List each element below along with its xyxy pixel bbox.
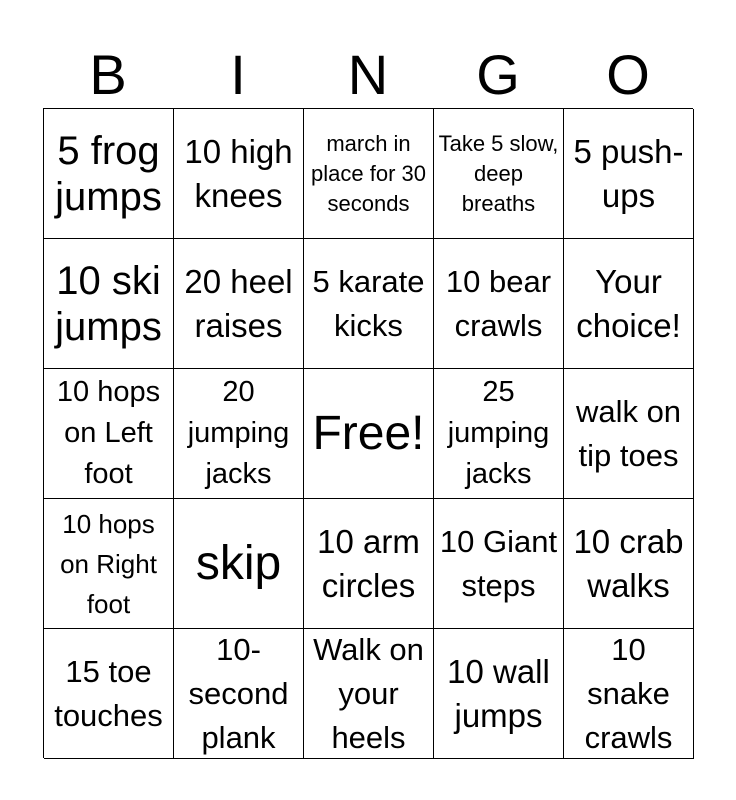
bingo-cell[interactable]: Walk on your heels <box>304 629 434 759</box>
bingo-cell[interactable]: 5 karate kicks <box>304 239 434 369</box>
bingo-cell[interactable]: 10 high knees <box>174 109 304 239</box>
bingo-cell[interactable]: 20 heel raises <box>174 239 304 369</box>
header-letter-g: G <box>476 43 520 106</box>
bingo-cell[interactable]: 10 Giant steps <box>434 499 564 629</box>
bingo-cell[interactable]: 25 jumping jacks <box>434 369 564 499</box>
bingo-cell[interactable]: 10 hops on Left foot <box>44 369 174 499</box>
bingo-cell[interactable]: march in place for 30 seconds <box>304 109 434 239</box>
bingo-grid <box>43 108 693 758</box>
header-letter-i: I <box>230 43 246 106</box>
bingo-cell[interactable]: Take 5 slow, deep breaths <box>434 109 564 239</box>
bingo-cell[interactable]: skip <box>174 499 304 629</box>
bingo-cell[interactable]: Your choice! <box>564 239 694 369</box>
bingo-cell[interactable]: 10 bear crawls <box>434 239 564 369</box>
header-letter-n: N <box>347 43 389 106</box>
bingo-cell[interactable]: 10 wall jumps <box>434 629 564 759</box>
bingo-cell[interactable]: 10 snake crawls <box>564 629 694 759</box>
bingo-cell[interactable]: 10 crab walks <box>564 499 694 629</box>
bingo-cell[interactable]: walk on tip toes <box>564 369 694 499</box>
bingo-cell[interactable]: 10 ski jumps <box>44 239 174 369</box>
header-letter-o: O <box>606 43 650 106</box>
bingo-cell[interactable]: 10 hops on Right foot <box>44 499 174 629</box>
bingo-header <box>43 44 693 106</box>
bingo-cell[interactable]: 5 frog jumps <box>44 109 174 239</box>
bingo-cell[interactable]: 10 arm circles <box>304 499 434 629</box>
bingo-cell-free[interactable]: Free! <box>304 369 434 499</box>
bingo-cell[interactable]: 15 toe touches <box>44 629 174 759</box>
bingo-cell[interactable]: 20 jumping jacks <box>174 369 304 499</box>
bingo-cell[interactable]: 10-second plank <box>174 629 304 759</box>
bingo-cell[interactable]: 5 push-ups <box>564 109 694 239</box>
header-letter-b: B <box>89 43 127 106</box>
